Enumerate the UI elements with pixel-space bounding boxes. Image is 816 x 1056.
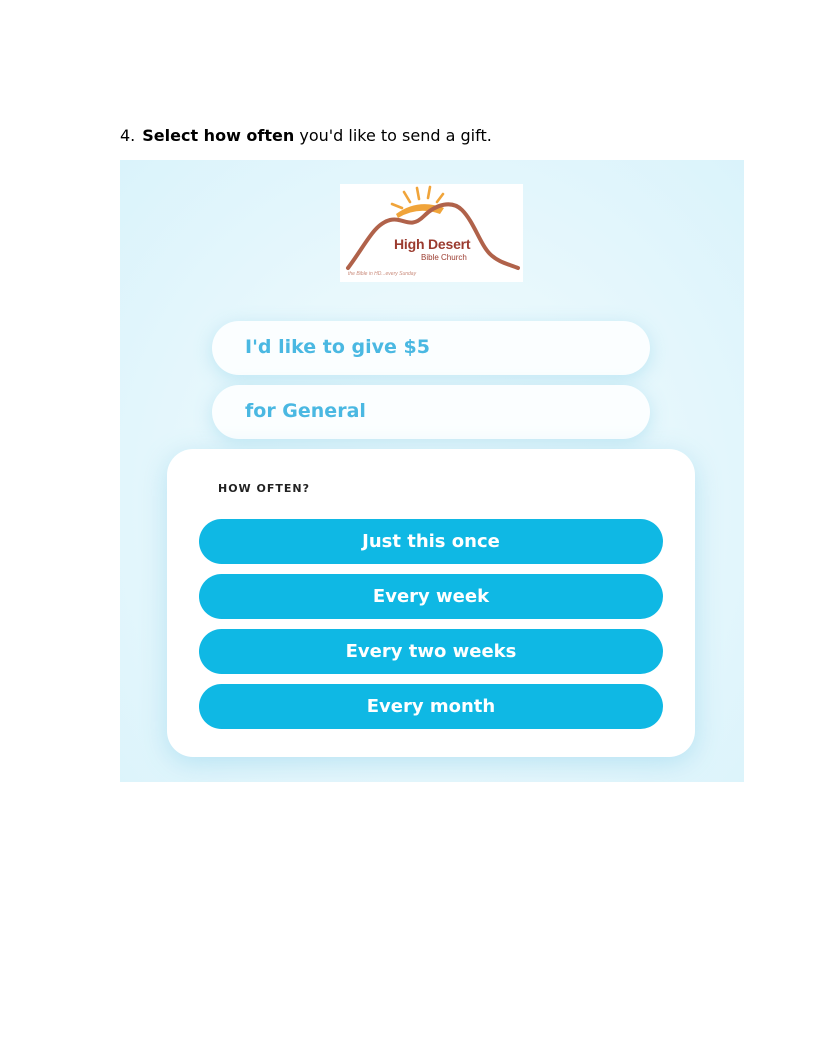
gift-amount-text: I'd like to give $5 [245, 336, 430, 358]
logo-title: High Desert [394, 236, 471, 252]
gift-fund-text: for General [245, 400, 366, 422]
frequency-heading: HOW OFTEN? [218, 482, 310, 495]
logo-tagline: the Bible in HD...every Sunday [348, 271, 417, 277]
frequency-once-button[interactable]: Just this once [199, 519, 663, 564]
frequency-monthly-button[interactable]: Every month [199, 684, 663, 729]
logo-subtitle: Bible Church [421, 253, 467, 262]
frequency-weekly-button[interactable]: Every week [199, 574, 663, 619]
mountain-sun-icon [340, 184, 523, 282]
gift-amount-field[interactable] [212, 321, 650, 375]
gift-fund-field[interactable] [212, 385, 650, 439]
instruction-step [120, 126, 492, 145]
giving-screen [120, 160, 744, 782]
step-bold-text: Select how often [142, 126, 295, 145]
church-logo [340, 184, 523, 282]
step-rest-text: you'd like to send a gift. [294, 126, 492, 145]
frequency-biweekly-button[interactable]: Every two weeks [199, 629, 663, 674]
frequency-card [167, 449, 695, 757]
step-number: 4. [120, 126, 136, 145]
